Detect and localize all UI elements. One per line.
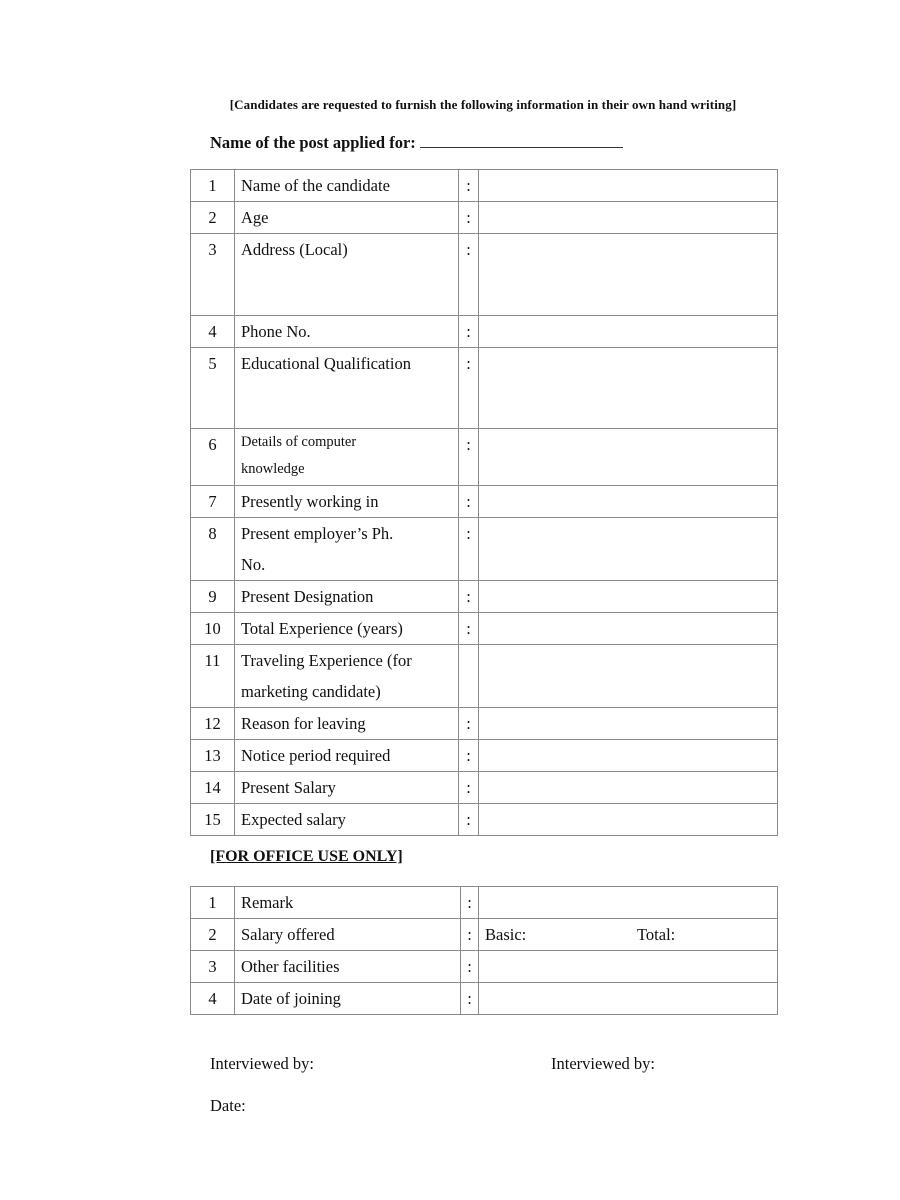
field-label: [235, 645, 459, 708]
row-number: 4: [191, 983, 235, 1015]
answer-field[interactable]: [479, 708, 778, 740]
field-label: [235, 518, 459, 581]
separator: :: [459, 772, 479, 804]
field-label: Other facilities: [235, 951, 461, 983]
separator: :: [459, 613, 479, 645]
row-number: 15: [191, 804, 235, 836]
answer-field[interactable]: [479, 429, 778, 486]
table-row: [191, 202, 778, 234]
table-row: [191, 486, 778, 518]
field-label: Presently working in: [235, 486, 459, 518]
post-applied-label: Name of the post applied for:: [210, 133, 416, 152]
table-row: [191, 804, 778, 836]
row-number: 2: [191, 202, 235, 234]
field-label: Educational Qualification: [235, 348, 459, 429]
separator: :: [459, 804, 479, 836]
total-salary-label: Total:: [637, 925, 676, 944]
separator: :: [459, 348, 479, 429]
row-number: 3: [191, 951, 235, 983]
table-row: [191, 613, 778, 645]
candidate-info-table: [190, 169, 778, 836]
table-row: [191, 708, 778, 740]
separator: :: [461, 919, 479, 951]
table-row: [191, 919, 778, 951]
field-label-line: Details of computer: [241, 434, 357, 450]
field-label-line: knowledge: [241, 461, 305, 477]
separator: [459, 645, 479, 708]
table-row: [191, 581, 778, 613]
row-number: 10: [191, 613, 235, 645]
answer-field[interactable]: [479, 234, 778, 316]
answer-field[interactable]: [479, 486, 778, 518]
answer-field[interactable]: [479, 518, 778, 581]
table-row: [191, 170, 778, 202]
table-row: [191, 645, 778, 708]
separator: :: [459, 740, 479, 772]
row-number: 13: [191, 740, 235, 772]
table-row: [191, 234, 778, 316]
row-number: 12: [191, 708, 235, 740]
answer-field[interactable]: [479, 983, 778, 1015]
separator: :: [459, 170, 479, 202]
post-applied-blank[interactable]: [420, 134, 623, 148]
field-label: Reason for leaving: [235, 708, 459, 740]
field-label: Address (Local): [235, 234, 459, 316]
row-number: 8: [191, 518, 235, 581]
answer-field[interactable]: [479, 740, 778, 772]
separator: :: [459, 581, 479, 613]
answer-field[interactable]: [479, 348, 778, 429]
answer-field[interactable]: [479, 202, 778, 234]
table-row: [191, 429, 778, 486]
separator: :: [459, 486, 479, 518]
row-number: 11: [191, 645, 235, 708]
field-label: [235, 429, 459, 486]
separator: :: [461, 983, 479, 1015]
answer-field[interactable]: [479, 316, 778, 348]
table-row: [191, 518, 778, 581]
separator: :: [459, 316, 479, 348]
answer-field[interactable]: [479, 772, 778, 804]
field-label-line: Traveling Experience (for: [241, 651, 412, 670]
field-label: Name of the candidate: [235, 170, 459, 202]
answer-field[interactable]: [479, 804, 778, 836]
separator: :: [459, 429, 479, 486]
field-label-line: marketing candidate): [241, 682, 381, 701]
table-row: [191, 983, 778, 1015]
table-row: [191, 772, 778, 804]
field-label: Age: [235, 202, 459, 234]
table-row: [191, 348, 778, 429]
office-use-heading: [FOR OFFICE USE ONLY]: [210, 848, 403, 865]
field-label-line: Present employer’s Ph.: [241, 524, 394, 543]
table-row: [191, 740, 778, 772]
salary-offered-field[interactable]: [479, 919, 778, 951]
table-row: [191, 887, 778, 919]
separator: :: [461, 951, 479, 983]
table-row: [191, 316, 778, 348]
row-number: 2: [191, 919, 235, 951]
separator: :: [459, 708, 479, 740]
interviewed-by-right: Interviewed by:: [551, 1054, 656, 1073]
row-number: 9: [191, 581, 235, 613]
interviewed-by-left: Interviewed by:: [210, 1054, 315, 1073]
row-number: 1: [191, 170, 235, 202]
answer-field[interactable]: [479, 645, 778, 708]
field-label: Remark: [235, 887, 461, 919]
answer-field[interactable]: [479, 613, 778, 645]
separator: :: [459, 202, 479, 234]
field-label: Phone No.: [235, 316, 459, 348]
separator: :: [461, 887, 479, 919]
separator: :: [459, 518, 479, 581]
row-number: 5: [191, 348, 235, 429]
row-number: 14: [191, 772, 235, 804]
row-number: 7: [191, 486, 235, 518]
field-label: Notice period required: [235, 740, 459, 772]
basic-salary-label: Basic:: [485, 925, 527, 944]
answer-field[interactable]: [479, 887, 778, 919]
table-row: [191, 951, 778, 983]
field-label: Present Designation: [235, 581, 459, 613]
field-label-line: No.: [241, 555, 266, 574]
date-label: Date:: [210, 1096, 246, 1115]
separator: :: [459, 234, 479, 316]
post-applied-line: [210, 133, 623, 153]
field-label: Salary offered: [235, 919, 461, 951]
field-label: Date of joining: [235, 983, 461, 1015]
field-label: Total Experience (years): [235, 613, 459, 645]
answer-field[interactable]: [479, 170, 778, 202]
row-number: 6: [191, 429, 235, 486]
answer-field[interactable]: [479, 951, 778, 983]
field-label: Expected salary: [235, 804, 459, 836]
row-number: 3: [191, 234, 235, 316]
office-use-table: [190, 886, 778, 1015]
instruction-text: [Candidates are requested to furnish the following information in their own hand writing]: [229, 97, 737, 112]
answer-field[interactable]: [479, 581, 778, 613]
row-number: 4: [191, 316, 235, 348]
row-number: 1: [191, 887, 235, 919]
field-label: Present Salary: [235, 772, 459, 804]
